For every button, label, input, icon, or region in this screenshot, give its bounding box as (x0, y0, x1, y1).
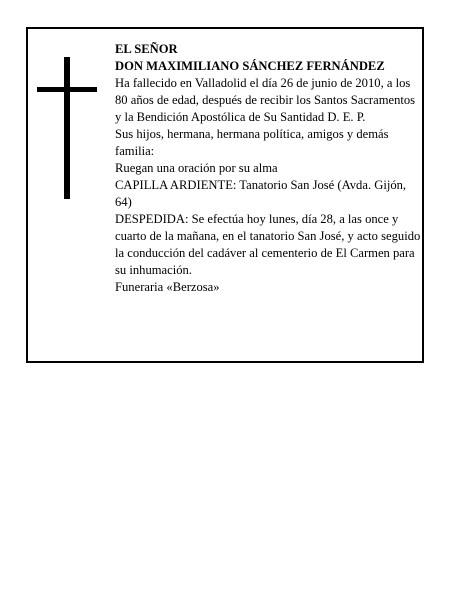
deceased-name: DON MAXIMILIANO SÁNCHEZ FERNÁNDEZ (115, 59, 385, 73)
death-announcement: Ha fallecido en Valladolid el día 26 de junio de 2010, a los 80 años de edad, después de recibir los Santos Sacramentos y la Bendición Apostólica de Su Santidad D. E. P. (115, 76, 416, 124)
obituary-notice (26, 27, 424, 363)
latin-cross-icon (37, 57, 97, 199)
prayer-request: Ruegan una oración por su alma (115, 161, 278, 175)
notice-text (115, 41, 421, 296)
farewell-info: DESPEDIDA: Se efectúa hoy lunes, día 28, a las once y cuarto de la mañana, en el tanatorio San José, y acto seguido la conducción del cadáver al cementerio de El Carmen para su inhumación. (115, 212, 421, 277)
cross-vertical-bar (64, 57, 70, 199)
funeral-home: Funeraria «Berzosa» (115, 280, 220, 294)
cross-horizontal-bar (37, 87, 97, 92)
chapel-info: CAPILLA ARDIENTE: Tanatorio San José (Avda. Gijón, 64) (115, 178, 407, 209)
notice-title-line1: EL SEÑOR (115, 42, 178, 56)
family-line: Sus hijos, hermana, hermana política, amigos y demás familia: (115, 127, 389, 158)
